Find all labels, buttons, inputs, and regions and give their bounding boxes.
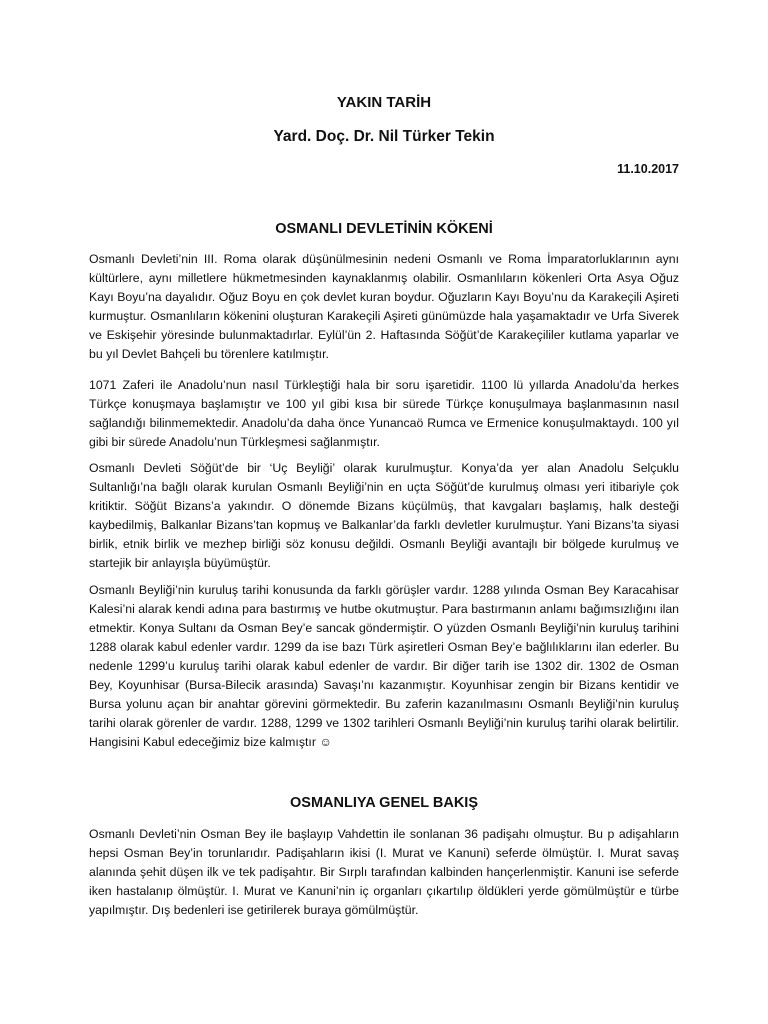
paragraph: Osmanlı Beyliği’nin kuruluş tarihi konusunda da farklı görüşler vardır. 1288 yılında Osman Bey Karacahisar Kalesi’ni alarak kendi adına para bastırmış ve hutbe okutmuştur. Para bastırmanın anlamı bağımsızlığını ilan etmektir. Konya Sultanı da Osman Bey’e sancak göndermiştir. O yüzden Osmanlı Beyliği’nin kuruluş tarihini 1288 olarak kabul edenler vardır. 1299 da ise bazı Türk aşiretleri Osman Bey’e bağlılıklarını ilan ederler. Bu nedenle 1299’u kuruluş tarihi olarak kabul edenler de vardır. Bir diğer tarih ise 1302 dir. 1302 de Osman Bey, Koyunhisar (Bursa-Bilecik arasında) Savaşı’nı kazanmıştır. Koyunhisar zengin bir Bizans kentidir ve Bursa yolunu açan bir anahtar görevini görmektedir. Bu zaferin kazanılmasını Osmanlı Beyliği’nin kuruluş tarihi olarak görenler de vardır. 1288, 1299 ve 1302 tarihleri Osmanlı Beyliği’nin kuruluş tarihi olarak belirtilir. Hangisini Kabul edeceğimiz bize kalmıştır ☺ [89,583,679,749]
section-heading-overview: OSMANLIYA GENEL BAKIŞ [290,795,478,811]
paragraph: Osmanlı Devleti’nin Osman Bey ile başlayıp Vahdettin ile sonlanan 36 padişahı olmuştur. Bu p adişahların hepsi Osman Bey’in torunlarıdır. Padişahların ikisi (I. Murat ve Kanuni) seferde ölmüştür. I. Murat savaş alanında şehit düşen ilk ve tek padişahtır. Bir Sırplı tarafından kalbinden hançerlenmiştir. Kanuni ise seferde iken hastalanıp ölmüştür. I. Murat ve Kanuni’nin iç organları çıkartılıp öldükleri yerde gömülmüştür e türbe yapılmıştır. Dış bedenleri ise getirilerek buraya gömülmüştür. [89,827,679,917]
paragraph: Osmanlı Devleti Söğüt’de bir ‘Uç Beyliği’ olarak kurulmuştur. Konya’da yer alan Anadolu Selçuklu Sultanlığı’na bağlı olarak kurulan Osmanlı Beyliği’nin en uçta Söğüt’de kurulmuş olması yeri itibariyle çok kritiktir. Söğüt Bizans’a yakındır. O dönemde Bizans küçülmüş, that kavgaları başlamış, halk desteği kaybedilmiş, Balkanlar Bizans’tan kopmuş ve Balkanlar’da farklı devletler kurulmuştur. Yani Bizans’ta siyasi birlik, etnik birlik ve mezhep birliği söz konusu değildi. Osmanlı Beyliği avantajlı bir bölgede kurulmuş ve startejik bir anlayışla büyümüştür. [89,461,679,570]
section-heading-origins: OSMANLI DEVLETİNİN KÖKENİ [275,221,493,237]
document-author: Yard. Doç. Dr. Nil Türker Tekin [273,128,495,145]
document-title: YAKIN TARİH [336,94,432,111]
paragraph: Osmanlı Devleti’nin III. Roma olarak düşünülmesinin nedeni Osmanlı ve Roma İmparatorluklarının aynı kültürlere, aynı milletlere hükmetmesinden kaynaklanmış olabilir. Osmanlıların kökenleri Orta Asya Oğuz Kayı Boyu’na dayalıdır. Oğuz Boyu en çok devlet kuran boydur. Oğuzların Kayı Boyu’nu da Karakeçili Aşireti kurmuştur. Osmanlıların kökenini oluşturan Karakeçili Aşireti günümüzde hala yaşamaktadır ve Urfa Siverek ve Eskişehir yöresinde bulunmaktadırlar. Eylül’ün 2. Haftasında Söğüt’de Karakeçililer kutlama yaparlar ve bu yıl Devlet Bahçeli bu törenlere katılmıştır. [89,252,679,361]
document-date: 11.10.2017 [617,162,679,176]
paragraph: 1071 Zaferi ile Anadolu’nun nasıl Türkleştiği hala bir soru işaretidir. 1100 lü yıllarda Anadolu’da herkes Türkçe konuşmaya başlamıştır ve 100 yıl gibi kısa bir sürede Türkçe konuşulmaya başlanmasının nasıl sağlandığı bilinmemektedir. Anadolu’da daha önce Yunancaö Rumca ve Ermenice konuşulmaktaydı. 100 yıl gibi bir sürede Anadolu’nun Türkleşmesi sağlanmıştır. [89,378,679,449]
